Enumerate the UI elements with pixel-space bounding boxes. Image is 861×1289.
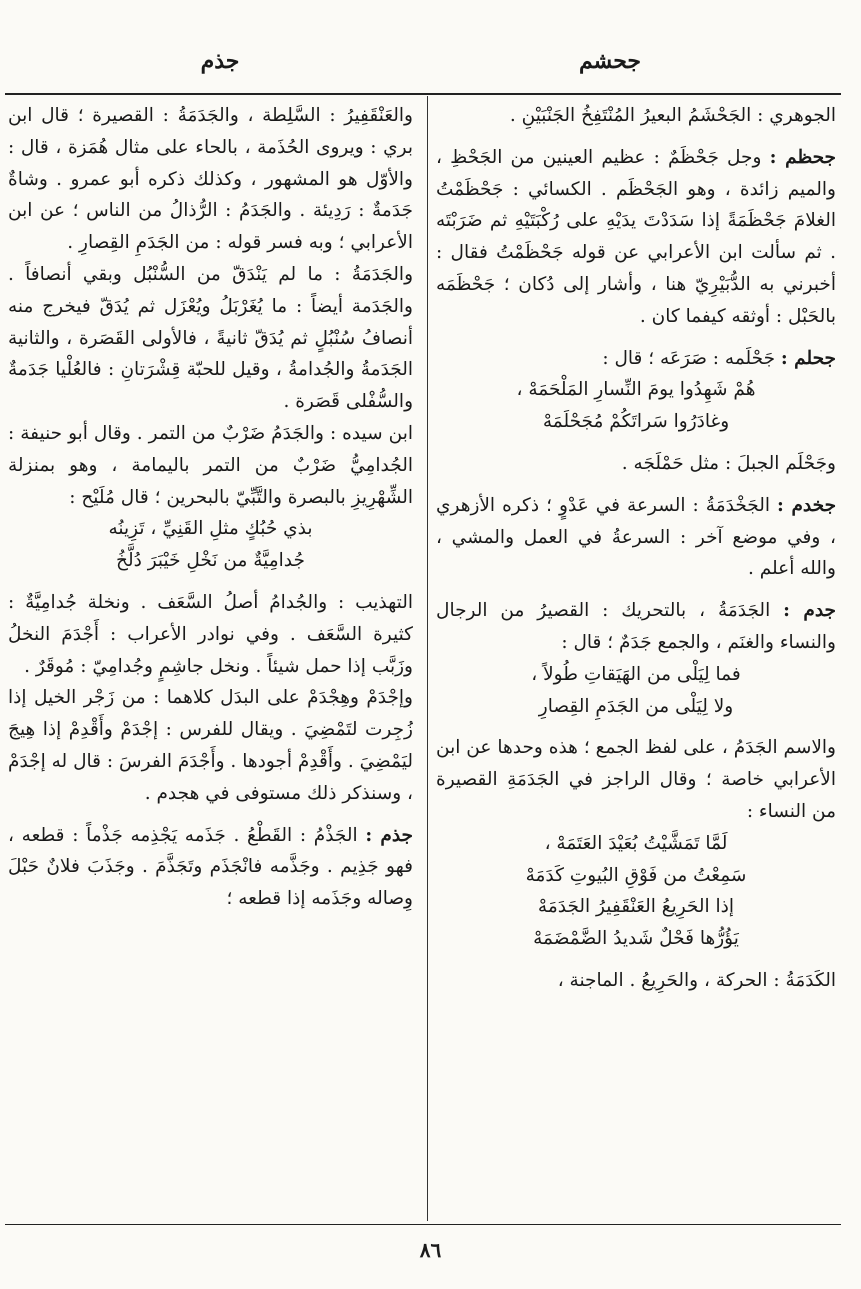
headword: جدم : [783, 600, 836, 622]
entry-text: جَحْلَمه : صَرَعَه ؛ قال : [602, 347, 781, 369]
entry-text: وإجْدَمْ وهِجْدَمْ على البدَل كلاهما : من زَجْر الخيل إذا زُجِرت لتَمْضِيَ . ويقال للفرس : إجْدَمْ وأَقْدِمْ إذا هِيجَ ليَمْضِيَ . وأَقْدِمْ أجودها . وأَجْدَمَ الفرسَ : قال له إجْدَمْ ، وسنذكر ذلك مستوفى في هجدم . [8, 687, 413, 804]
running-header-right: جحشم [578, 48, 642, 74]
entry-paragraph [436, 100, 836, 132]
footer-rule [5, 1224, 841, 1225]
entry-paragraph [8, 100, 413, 259]
entry-text: ابن سيده : والجَدَمُ ضَرْبٌ من التمر . وقال أبو حنيفة : الجُدامِيُّ ضَرْبٌ من التمر باليمامة ، وهو بمنزلة الشِّهْرِيزِ بالبصرة والتَّبِّيّ بالبحرين ؛ قال مُلَيْح : [8, 422, 413, 508]
entry-paragraph [8, 259, 413, 418]
entry-text: التهذيب : والجُدامُ أصلُ السَّعَف . ونخلة جُدامِيَّةٌ : كثيرة السَّعَف . وفي نوادر الأعراب : أَجْدَمَ النخلُ وزَبَّب إذا حمل شيئاً . ونخل جاشِمٍ وجُدامِيّ : مُوقَرٌ . [8, 591, 413, 677]
entry-paragraph [8, 682, 413, 809]
verse-line: سَمِعْتُ من فَوْقِ البُيوتِ كَدَمَهْ [525, 864, 747, 886]
dictionary-entry [8, 820, 413, 915]
entry-text: الكَدَمَةُ : الحركة ، والحَرِيعُ . الماجنة ، [557, 969, 836, 991]
running-header-left: جذم [200, 48, 240, 74]
entry-paragraph [8, 587, 413, 682]
verse-line: وغادَرُوا سَراتَكُمْ مُجَحْلَمَهْ [542, 411, 730, 433]
entry-text: الجوهري : الجَحْشَمُ البعيرُ المُنْتَفِخُ الجَنْبَيْنِ . [509, 105, 836, 126]
verse-line: إذا الحَرِيعُ العَنْقَفِيرُ الجَدَمَهْ [537, 896, 735, 918]
headword: جذم : [365, 824, 413, 846]
headword: جحظم : [769, 146, 836, 168]
headword: جخدم : [777, 494, 836, 516]
page-number: ٨٦ [419, 1238, 442, 1262]
entry-text: الجَذْمُ : القَطْعُ . جَذَمه يَجْذِمه جَذْماً : قطعه ، فهو جَذِيم . وجَذَّمه فانْجَذَم وتَجَذَّمَ . وجَذَبَ فلانٌ حَبْلَ وِصاله وجَذَمه إذا قطعه ؛ [8, 824, 413, 910]
verse-line: هُمْ شَهِدُوا يومَ النِّسارِ المَلْحَمَهْ ، [516, 379, 756, 401]
verse-line: يَؤُرُّها فَحْلٌ شَديدُ الضَّمْضَمَهْ [533, 928, 739, 950]
dictionary-entry [436, 595, 836, 659]
verse-line: لَمَّا تَمَشَّيْتُ بُعَيْدَ العَتَمَهْ ، [544, 832, 728, 854]
entry-paragraph [436, 448, 836, 480]
entry-text: والاسم الجَدَمُ ، على لفظ الجمع ؛ هذه وحدها عن ابن الأعرابي خاصة ؛ وقال الراجز في الجَدَمَةِ القصيرة من النساء : [436, 737, 836, 822]
header-rule [5, 93, 841, 95]
entry-text: والعَنْقَفِيرُ : السَّلِطة ، والجَدَمَةُ : القصيرة ؛ قال ابن بري : ويروى الحُذَمة ، بالحاء على مثال هُمَزة ، قال : والأوّل هو المشهور ، وكذلك ذكره أبو عمرو . وشاةٌ جَدَمةٌ : رَدِيئة . والجَدَمُ : الرُّذالُ من الناس ؛ عن ابن الأعرابي ؛ وبه فسر قوله : من الجَدَمِ القِصارِ . [8, 105, 413, 254]
verse-line: جُدامِيَّةٌ من نَخْلِ خَيْبَرَ دُلَّخُ [116, 550, 305, 572]
entry-text: الجَدَمَةُ ، بالتحريك : القصيرُ من الرجال والنساء والغنَم ، والجمع جَدَمٌ ؛ قال : [436, 600, 836, 653]
entry-text: الجَخْدَمَةُ : السرعة في عَدْوٍ ؛ ذكره الأزهري ، وفي موضع آخر : السرعةُ في العمل والمشي ، والله أعلم . [436, 494, 836, 580]
right-column [436, 100, 836, 1215]
entry-text: وجل جَحْظَمٌ : عظيم العينين من الجَحْظِ ، والميم زائدة ، وهو الجَحْظَم . الكسائي : جَحْظَمْتُ الغلامَ جَحْظَمَةً إذا سَدَدْتَ يدَيْهِ على رُكْبَتَيْهِ ثم ضَرَبْتَه . ثم سألت ابن الأعرابي عن قوله جَحْظَمْتُ فقال : أخبرني به الدُّبَيْرِيّ هنا ، وأشار إلى دُكان ؛ جَحْظَمَه بالحَبْل : أوثقه كيفما كان . [436, 146, 836, 327]
entry-text: والجَدَمَةُ : ما لم يَنْدَقّ من السُّنْبُل وبقي أنصافاً . والجَدَمة أيضاً : ما يُغَرْبَلُ ويُعْزَل ثم يُدَقّ فيخرج منه أنصافُ سُنْبُلٍ ثم يُدَقّ ثانيةً ، فالأولى القَصَرة ، والثانية الجَدَمةُ والجُدامةُ ، وقيل للحبّة قِشْرَتانِ : فالعُلْيا جَدَمةٌ والسُّفْلى قَصَرة . [8, 263, 413, 413]
entry-text: وجَحْلَم الجبلَ : مثل حَمْلَجَه . [621, 452, 836, 474]
left-column [8, 100, 413, 1215]
verse-line: بذي حُبُكٍ مثلِ القَنِيِّ ، تَزِينُه [108, 518, 313, 540]
column-divider [427, 96, 428, 1221]
verse-line: ولا لِيَلْى من الجَدَمِ القِصارِ [538, 695, 734, 717]
verse-line: فما لِيَلْى من الهَيَقاتِ طُولاً ، [531, 663, 741, 685]
entry-paragraph [436, 732, 836, 827]
dictionary-entry [436, 343, 836, 375]
headword: جحلم : [780, 347, 836, 369]
entry-paragraph [8, 418, 413, 513]
dictionary-entry [436, 142, 836, 333]
dictionary-entry [436, 490, 836, 585]
entry-paragraph [436, 965, 836, 997]
